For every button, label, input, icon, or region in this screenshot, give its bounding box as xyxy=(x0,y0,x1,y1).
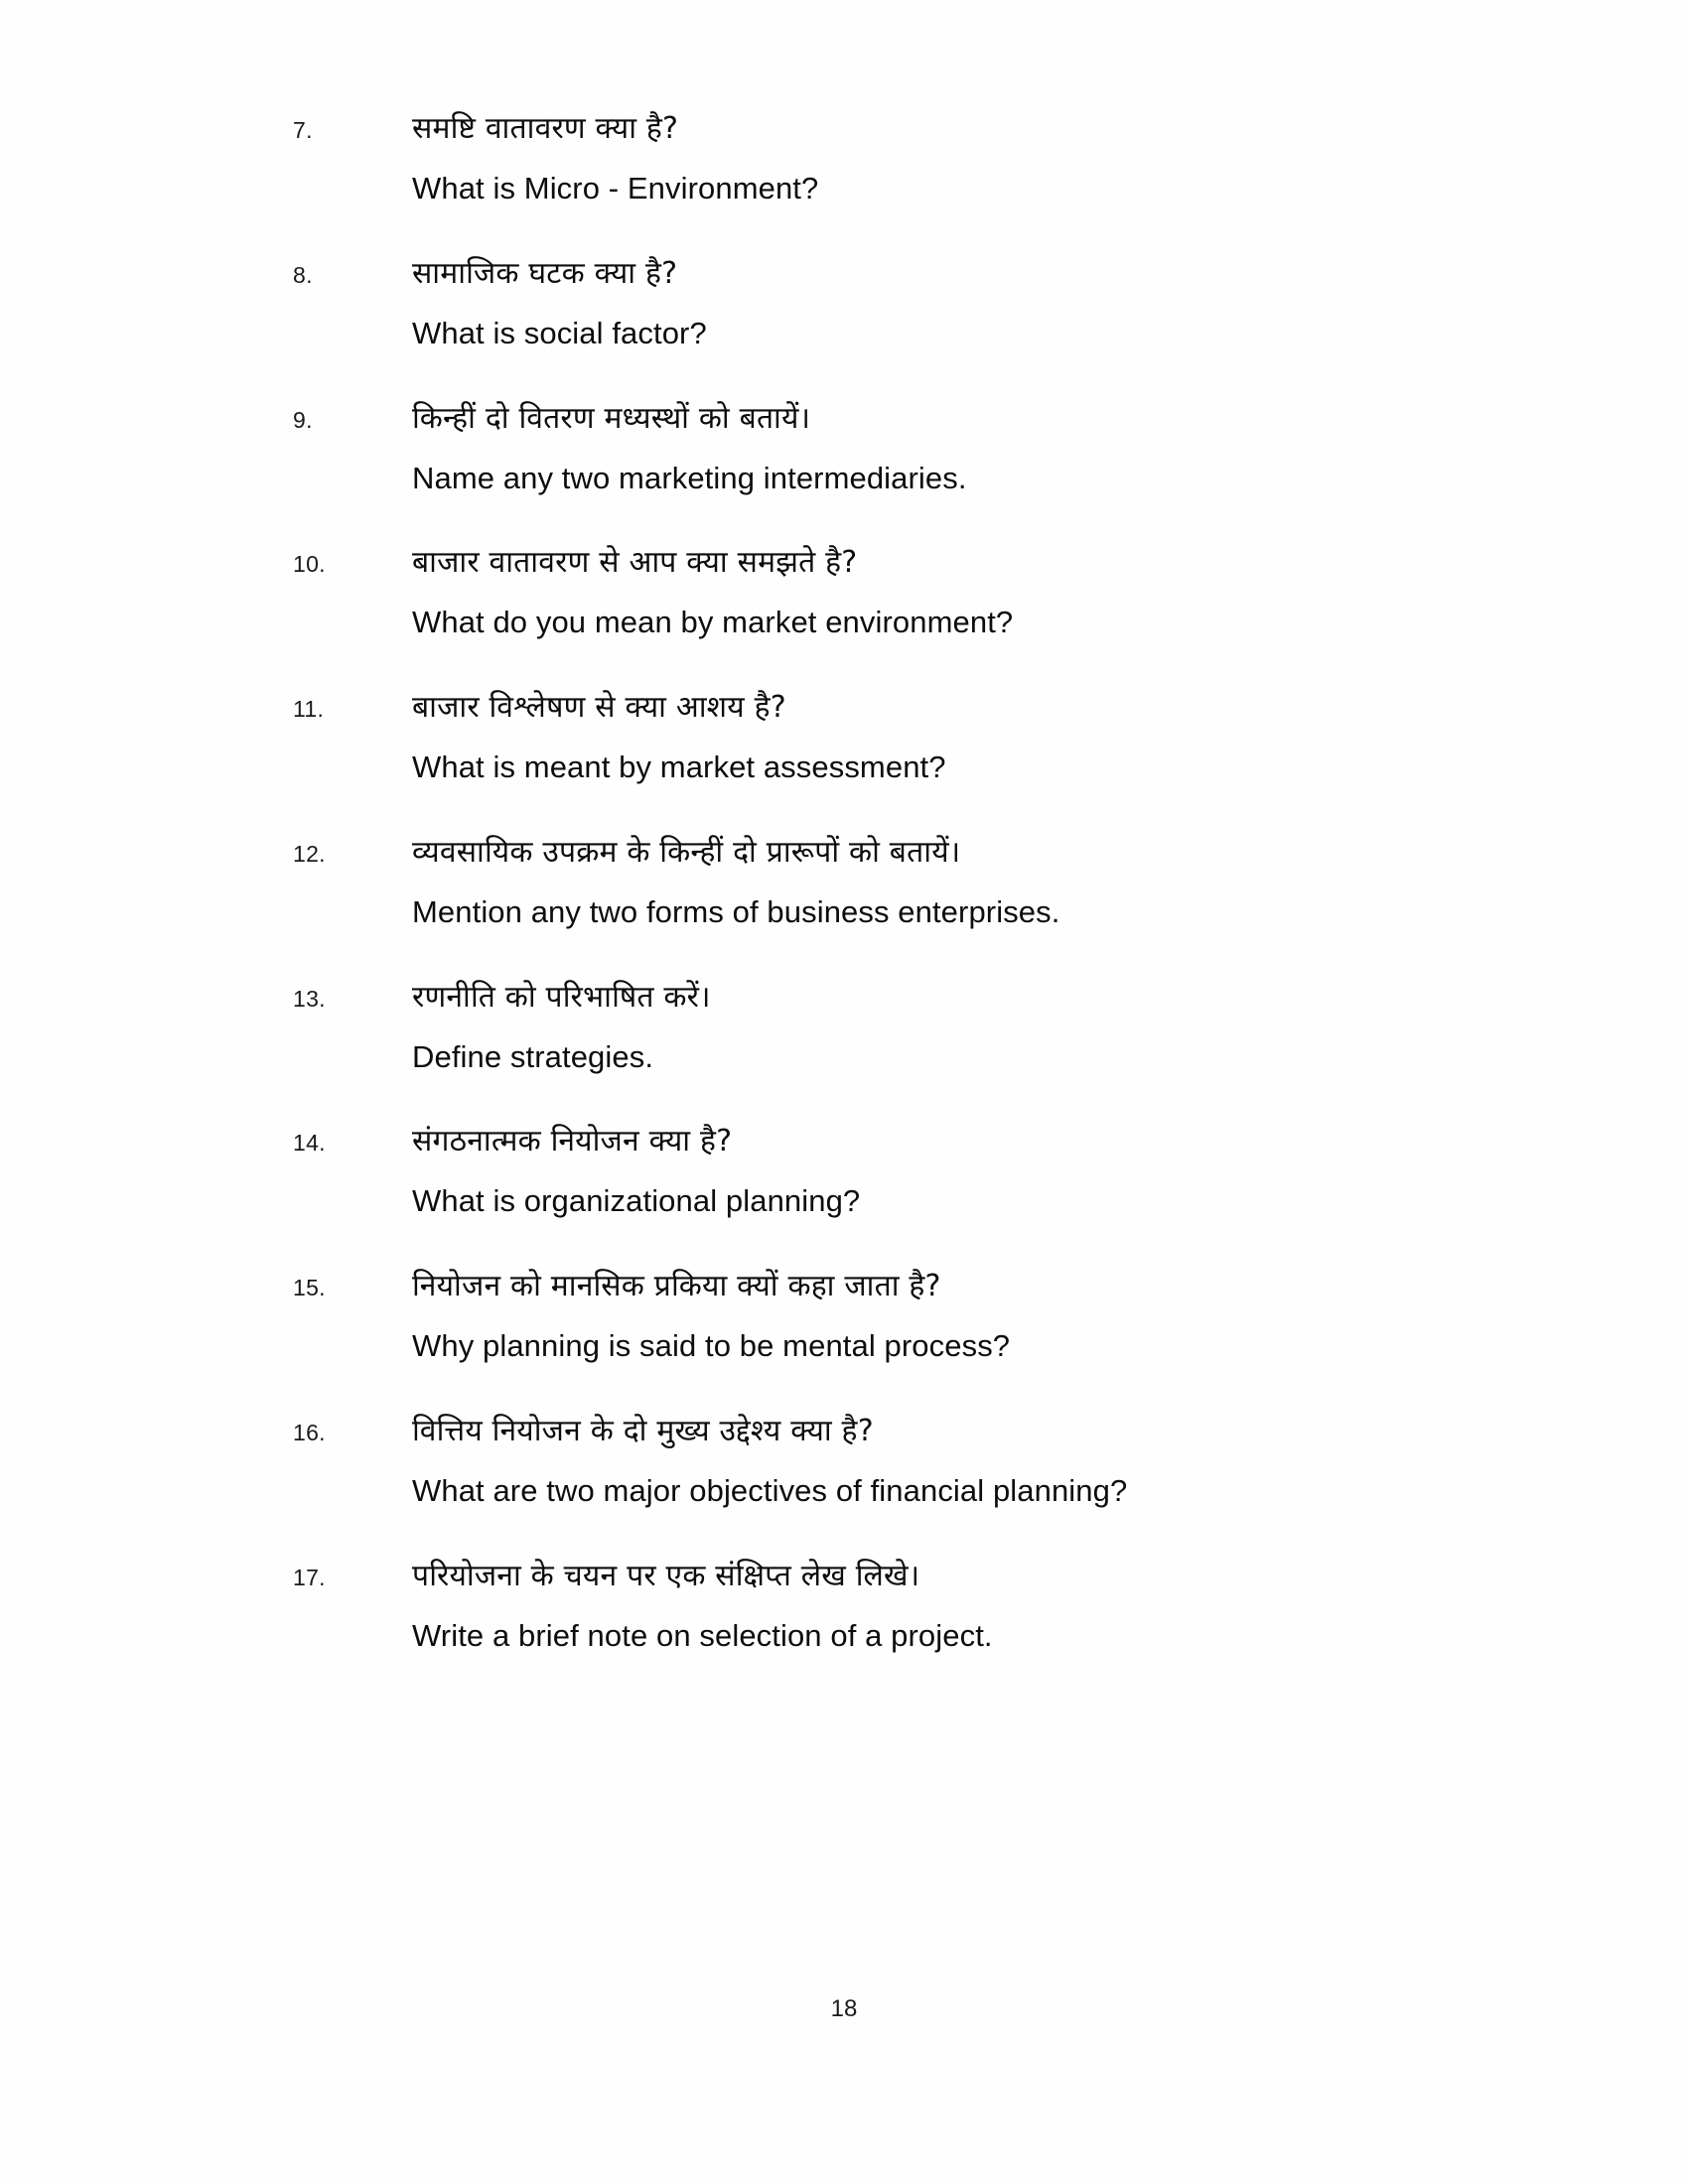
question-spacer xyxy=(293,353,1465,399)
question-text-hindi: बाजार वातावरण से आप क्या समझते है? xyxy=(412,545,858,581)
question-text-hindi: संगठनात्मक नियोजन क्या है? xyxy=(412,1124,733,1160)
question-hindi-line xyxy=(293,254,1465,293)
question-number: 17. xyxy=(293,1564,326,1590)
question-spacer xyxy=(293,208,1465,254)
question-number: 11. xyxy=(293,696,325,722)
question-text-hindi: बाजार विश्लेषण से क्या आशय है? xyxy=(412,690,786,725)
question-spacer xyxy=(293,787,1465,833)
question-text-english: Define strategies. xyxy=(412,1038,654,1074)
question-number: 16. xyxy=(293,1419,326,1445)
question-english-line xyxy=(293,604,1465,642)
question-hindi-line xyxy=(293,109,1465,148)
question-hindi-line xyxy=(293,543,1465,582)
question-hindi-line xyxy=(293,1412,1465,1450)
question-hindi-line xyxy=(293,978,1465,1017)
question-spacer xyxy=(293,642,1465,688)
question-number: 12. xyxy=(293,840,326,867)
question-text-english: Why planning is said to be mental process? xyxy=(412,1328,1011,1363)
question-text-hindi: नियोजन को मानसिक प्रकिया क्यों कहा जाता है? xyxy=(412,1269,941,1303)
question-number: 10. xyxy=(293,551,326,578)
question-item xyxy=(293,978,1465,1077)
question-text-english: What are two major objectives of financial planning? xyxy=(412,1472,1128,1508)
question-hindi-line xyxy=(293,399,1465,438)
question-item xyxy=(293,1267,1465,1366)
question-list xyxy=(293,109,1465,1655)
question-item xyxy=(293,1412,1465,1511)
question-text-english: What do you mean by market environment? xyxy=(412,605,1014,640)
question-text-hindi: समष्टि वातावरण क्या है? xyxy=(412,111,679,146)
question-spacer xyxy=(293,497,1465,543)
question-item xyxy=(293,543,1465,642)
question-text-hindi: सामाजिक घटक क्या है? xyxy=(412,255,678,291)
question-text-english: What is Micro - Environment? xyxy=(412,171,819,205)
question-english-line xyxy=(293,1327,1465,1366)
question-item xyxy=(293,399,1465,498)
question-hindi-line xyxy=(293,833,1465,872)
question-number: 9. xyxy=(293,406,313,433)
question-text-english: What is organizational planning? xyxy=(412,1183,861,1219)
question-text-hindi: व्यवसायिक उपक्रम के किन्हीं दो प्रारूपों को बतायें। xyxy=(412,834,961,870)
question-hindi-line xyxy=(293,1267,1465,1305)
question-spacer xyxy=(293,1221,1465,1267)
question-hindi-line xyxy=(293,1122,1465,1160)
question-english-line xyxy=(293,1617,1465,1656)
question-text-hindi: वित्तिय नियोजन के दो मुख्य उद्देश्य क्या है? xyxy=(412,1413,874,1448)
question-hindi-line xyxy=(293,1557,1465,1595)
question-english-line xyxy=(293,1038,1465,1077)
question-item xyxy=(293,109,1465,208)
question-number: 15. xyxy=(293,1275,326,1300)
question-item xyxy=(293,1557,1465,1656)
question-number: 8. xyxy=(293,261,313,288)
question-spacer xyxy=(293,1076,1465,1122)
page-number: 18 xyxy=(830,1995,858,2022)
question-english-line xyxy=(293,893,1465,932)
question-spacer xyxy=(293,932,1465,978)
question-text-hindi: रणनीति को परिभाषित करें। xyxy=(412,979,711,1015)
question-text-english: What is social factor? xyxy=(412,315,707,350)
question-item xyxy=(293,1122,1465,1221)
question-spacer xyxy=(293,1511,1465,1557)
question-number: 13. xyxy=(293,985,326,1012)
question-item xyxy=(293,688,1465,787)
question-text-english: What is meant by market assessment? xyxy=(412,750,946,784)
question-number: 14. xyxy=(293,1130,326,1157)
question-text-english: Name any two marketing intermediaries. xyxy=(412,460,967,495)
question-english-line xyxy=(293,170,1465,208)
question-item xyxy=(293,254,1465,353)
question-text-hindi: परियोजना के चयन पर एक संक्षिप्त लेख लिखे। xyxy=(412,1558,920,1593)
question-hindi-line xyxy=(293,688,1465,727)
question-english-line xyxy=(293,460,1465,498)
question-number: 7. xyxy=(293,117,313,143)
question-english-line xyxy=(293,315,1465,353)
question-item xyxy=(293,833,1465,932)
question-text-hindi: किन्हीं दो वितरण मध्यस्थों को बतायें। xyxy=(412,400,811,436)
question-english-line xyxy=(293,1182,1465,1221)
question-english-line xyxy=(293,1472,1465,1511)
question-english-line xyxy=(293,749,1465,787)
question-text-english: Write a brief note on selection of a project. xyxy=(412,1617,993,1653)
question-spacer xyxy=(293,1366,1465,1412)
question-text-english: Mention any two forms of business enterprises. xyxy=(412,893,1060,929)
